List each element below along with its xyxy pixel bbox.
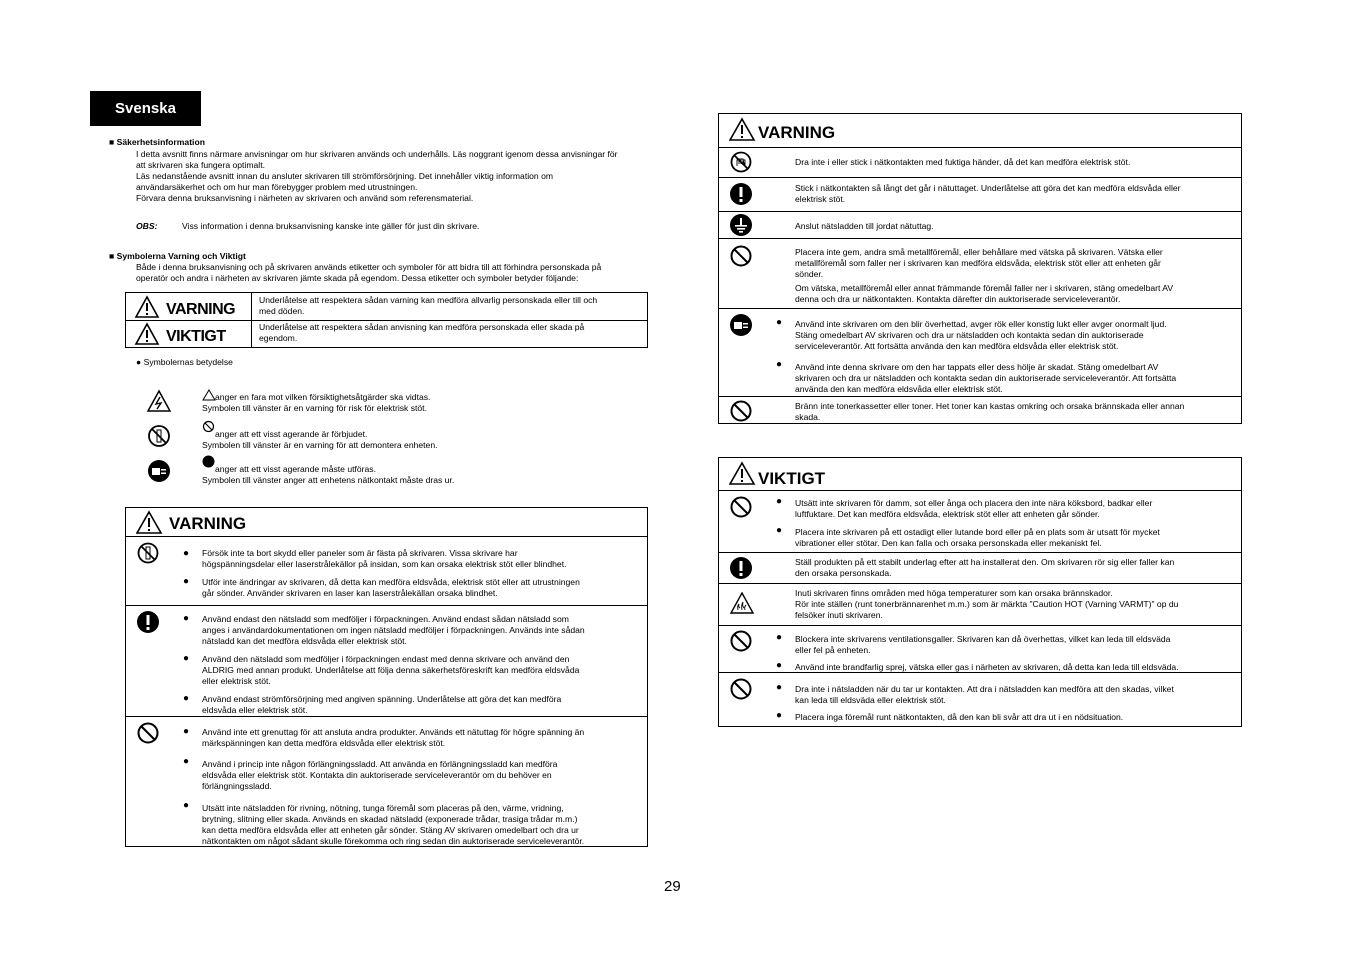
safety-line: Läs nedanstående avsnitt innan du ansluter skrivaren till strömförsörjning. Det innehåller viktig information om	[136, 171, 554, 181]
right-warning-box	[718, 113, 1242, 424]
warning-row: ● Använd endast den nätsladd som medföljer i förpackningen. Använd endast sådan nätsladd som anges i användardokumentationen om ingen nätsladd medföljer i förpackningen. Används inte sådan nätsladd kan det medföra eldsvåda eller elektrisk stöt. ● Använd den nätsladd som medföljer i förpackningen endast med denna skrivare och använd den ALDRIG med annan produkt. Underlåtelse att följa denna säkerhetsföreskrift kan medföra eldsvåda eller elektrisk stöt. ● Använd endast strömförsörjning med angiven spänning. Underlåtelse att göra det kan medföra eldsvåda eller elektrisk stöt.	[126, 605, 647, 717]
desc-line: Underlåtelse att respektera sådan anvisning kan medföra personskada eller skada på	[259, 322, 585, 332]
desc-line: egendom.	[259, 333, 298, 343]
prohibited-icon	[730, 630, 752, 652]
important-item: Blockera inte skrivarens ventilationsgaller. Skrivaren kan då överhettas, vilket kan leda till eldsväda eller fel på enheten.	[795, 634, 1171, 655]
meaning-line2: Symbolen till vänster är en varning för att demontera enheten.	[202, 440, 438, 450]
mandatory-icon	[730, 557, 752, 579]
symbols-line: Både i denna bruksanvisning och på skrivaren används etiketter och symboler för att bidra till att förhindra personskada på	[136, 262, 602, 272]
warning-item: Utsätt inte nätsladden för rivning, nötning, tunga föremål som placeras på den, värme, vridning, brytning, slitning eller skada. Används en skadad nätsladd (exponerade trådar, trasiga trådar m.m.) kan detta medföra eldsvåda eller att enheten går sönder. Stäng AV skrivaren omedelbart och dra ur nätkontakten om något sådant skulle förekomma och ring sedan din auktoriserade serviceleverantör.	[202, 803, 585, 846]
mandatory-icon	[137, 611, 159, 633]
important-row	[719, 583, 1241, 626]
warning-item: Använd inte skrivaren om den blir överhettad, avger rök eller konstig lukt eller avger onormalt ljud. Stäng omedelbart AV skrivaren och dra ur nätsladden och kontakta sedan din auktoriserade serviceleverantör. Att fortsätta använda den kan medföra eldsvåda eller elektrisk stöt.	[795, 319, 1167, 351]
obs-text: Viss information i denna bruksanvisning kanske inte gäller för just din skrivare.	[182, 221, 480, 231]
prohibited-icon	[137, 722, 159, 744]
important-item: Använd inte brandfarlig sprej, vätska eller gas i närheten av skrivaren, då detta kan leda till eldsväda.	[795, 662, 1179, 672]
warning-item: Bränn inte tonerkassetter eller toner. Het toner kan kastas omkring och orsaka brännskada eller annan skada.	[795, 401, 1185, 422]
warning-row	[719, 211, 1241, 239]
important-item: Placera inte skrivaren på ett ostadigt eller lutande bord eller på en plats som är utsatt för mycket vibrationer eller stötar. Den kan falla och orsaka personskada eller mekaniskt fel.	[795, 527, 1160, 548]
warning-item: Använd endast strömförsörjning med angiven spänning. Underlåtelse att göra det kan medföra eldsvåda eller elektrisk stöt.	[202, 694, 562, 715]
symbols-table	[125, 292, 648, 348]
no-disassembly-icon	[147, 424, 171, 453]
right-important-title-text: VIKTIGT	[758, 469, 826, 488]
warning-item: Använd endast den nätsladd som medföljer i förpackningen. Använd endast sådan nätsladd som anges i användardokumentationen om ingen nätsladd medföljer i förpackningen. Används inte sådan nätsladd kan det medföra eldsvåda eller elektrisk stöt.	[202, 614, 585, 646]
important-item: Utsätt inte skrivaren för damm, sot eller ånga och placera den inte nära köksbord, badkar eller luftfuktare. Det kan medföra eldsvåda, elektrisk stöt eller att enheten går sönder.	[795, 498, 1153, 519]
right-important-title	[729, 461, 759, 492]
symbols-line: operatör och andra i närheten av skrivaren jämte skada på egendom. Dessa etiketter och symboler betyder följande:	[136, 273, 579, 283]
unplug-icon	[147, 459, 171, 488]
meaning-line1: anger att ett visst agerande är förbjudet.	[215, 429, 368, 439]
symbols-viktigt-label	[134, 322, 244, 351]
warning-row: ● Använd inte ett grenuttag för att ansluta andra produkter. Används ett nätuttag för högre spänning än märkspänningen kan detta medföra eldsvåda eller elektrisk stöt. ● Använd i princip inte någon förlängningssladd. Att använda en förlängningssladd kan medföra eldsvåda eller elektrisk stöt. Kontakta din auktoriserade serviceleverantör om du behöver en förlängningssladd. ● Utsätt inte nätsladden för rivning, nötning, tunga föremål som placeras på den, värme, vridning, brytning, slitning eller skada. Används en skadad nätsladd (exponerade trådar, trasiga trådar m.m.) kan detta medföra eldsvåda eller att enheten går sönder. Stäng AV skrivaren omedelbart och dra ur nätkontakten om något sådant skulle förekomma och ring sedan din auktoriserade serviceleverantör.	[126, 716, 647, 848]
warning-item: Använd den nätsladd som medföljer i förpackningen endast med denna skrivare och använd den ALDRIG med annan produkt. Underlåtelse att följa denna säkerhetsföreskrift kan medföra eldsvåda eller elektrisk stöt.	[202, 654, 580, 686]
warning-item: Anslut nätsladden till jordat nätuttag.	[795, 221, 934, 231]
left-warning-box	[125, 507, 648, 847]
obs-label: OBS:	[136, 221, 158, 231]
prohibited-mini-icon	[202, 420, 215, 438]
important-row: ● Utsätt inte skrivaren för damm, sot eller ånga och placera den inte nära köksbord, badkar eller luftfuktare. Det kan medföra eldsvåda, elektrisk stöt eller att enheten går sönder. ● Placera inte skrivaren på ett ostadigt eller lutande bord eller på en plats som är utsatt för mycket vibrationer eller stötar. Den kan falla och orsaka personskada eller mekaniskt fel.	[719, 490, 1241, 553]
warning-triangle-icon	[729, 117, 759, 143]
warning-row	[719, 396, 1241, 424]
symbols-heading-text: Symbolerna Varning och Viktigt	[116, 251, 246, 261]
unplug-icon	[730, 314, 752, 336]
important-item: Dra inte i nätsladden när du tar ur kontakten. Att dra i nätsladden kan medföra att den skadas, vilket kan leda till eldsväda eller elektrisk stöt.	[795, 684, 1174, 705]
meaning-heading: ● Symbolernas betydelse	[136, 357, 233, 367]
safety-line: Förvara denna bruksanvisning i närheten av skrivaren och använd som referensmaterial.	[136, 193, 474, 203]
prohibited-icon	[730, 496, 752, 518]
warning-row	[719, 177, 1241, 212]
warning-triangle-icon	[729, 461, 759, 487]
prohibited-icon	[730, 400, 752, 422]
no-wet-hands-icon	[730, 151, 752, 173]
symbols-heading: ■ Symbolerna Varning och Viktigt	[109, 251, 246, 261]
meaning-line2: Symbolen till vänster anger att enhetens nätkontakt måste dras ur.	[202, 475, 455, 485]
hot-surface-icon	[730, 592, 752, 614]
language-tab: Svenska	[90, 91, 201, 126]
warning-item: Stick i nätkontakten så långt det går i nätuttaget. Underlåtelse att göra det kan medföra eldsvåda eller elektrisk stöt.	[795, 183, 1181, 204]
electric-shock-icon	[146, 389, 172, 418]
important-item: Inuti skrivaren finns områden med höga temperaturer som kan orsaka brännskador. Rör inte ställen (runt tonerbrännarenhet m.m.) som är märkta "Caution HOT (Varning VARMT)" op du felsöker inuti skrivaren.	[795, 588, 1179, 620]
no-disassembly-icon	[137, 542, 159, 564]
important-row: ● Dra inte i nätsladden när du tar ur kontakten. Att dra i nätsladden kan medföra att den skadas, vilket kan leda till eldsväda eller elektrisk stöt. ● Placera inga föremål runt nätkontakten, då den kan bli svår att dra ut i en nödsituation.	[719, 672, 1241, 728]
symbols-viktigt-text: VIKTIGT	[166, 328, 226, 345]
ground-icon	[730, 214, 752, 236]
warning-row: ● Använd inte skrivaren om den blir överhettad, avger rök eller konstig lukt eller avger onormalt ljud. Stäng omedelbart AV skrivaren och dra ur nätsladden och kontakta sedan din auktoriserade serviceleverantör. Att fortsätta använda den kan medföra eldsvåda eller elektrisk stöt. ● Använd inte denna skrivare om den har tappats eller dess hölje är skadat. Stäng omedelbart AV skrivaren och dra ur nätsladden och kontakta sedan din auktoriserade serviceleverantör. Att fortsätta använda den kan medföra eldsvåda eller elektrisk stöt.	[719, 308, 1241, 397]
warning-item: Använd inte ett grenuttag för att ansluta andra produkter. Används ett nätuttag för högre spänning än märkspänningen kan detta medföra eldsvåda eller elektrisk stöt.	[202, 727, 585, 748]
meaning-line1: anger att ett visst agerande måste utföras.	[215, 464, 376, 474]
safety-line: användarsäkerhet och om hur man förebygger problem med utrustningen.	[136, 182, 418, 192]
safety-paragraph	[136, 149, 618, 204]
prohibited-icon	[730, 245, 752, 267]
warning-triangle-icon	[134, 322, 244, 346]
desc-line: med döden.	[259, 306, 305, 316]
right-warning-title-text: VARNING	[758, 123, 836, 142]
right-warning-title	[729, 117, 759, 148]
page-number: 29	[664, 878, 681, 895]
symbols-varning-text: VARNING	[166, 301, 236, 318]
symbols-viktigt-desc	[259, 322, 584, 344]
warning-item: Utför inte ändringar av skrivaren, då detta kan medföra eldsvåda, elektrisk stöt eller att utrustningen går sönder. Använder skrivaren en laser kan laserstrålekällan orsaka blindhet.	[202, 577, 580, 598]
symbols-paragraph	[136, 262, 601, 284]
desc-line: Underlåtelse att respektera sådan varning kan medföra allvarlig personskada eller till och	[259, 295, 598, 305]
warning-item: Placera inte gem, andra små metallföremål, eller behållare med vätska på skrivaren. Vätska eller metallföremål som faller ner i skrivaren kan medföra eldsvåda, elektrisk stöt eller att enheten går sönder.	[795, 247, 1163, 279]
safety-line: att skrivaren ska fungera optimalt.	[136, 160, 265, 170]
warning-item: Dra inte i eller stick i nätkontakten med fuktiga händer, då det kan medföra elektrisk stöt.	[795, 157, 1131, 167]
symbols-varning-desc	[259, 295, 597, 317]
warning-triangle-icon	[134, 295, 244, 319]
meaning-line1: anger en fara mot vilken försiktighetsåtgärder ska vidtas.	[215, 392, 431, 402]
safety-heading-text: Säkerhetsinformation	[116, 137, 205, 147]
left-warning-title-text: VARNING	[169, 514, 247, 533]
meaning-heading-text: Symbolernas betydelse	[143, 357, 233, 367]
right-important-box	[718, 457, 1242, 727]
important-row	[719, 552, 1241, 584]
prohibited-icon	[730, 678, 752, 700]
meaning-line2: Symbolen till vänster är en varning för risk för elektrisk stöt.	[202, 403, 427, 413]
warning-item: Använd inte denna skrivare om den har tappats eller dess hölje är skadat. Stäng omedelbart AV skrivaren och dra ur nätsladden och kontakta sedan din auktoriserade serviceleverantör. Att fortsätta använda den kan medföra eldsvåda eller elektrisk stöt.	[795, 362, 1177, 394]
safety-heading: ■ Säkerhetsinformation	[109, 137, 205, 147]
warning-item: Använd i princip inte någon förlängningssladd. Att använda en förlängningssladd kan medföra eldsvåda eller elektrisk stöt. Kontakta din auktoriserade serviceleverantör om du behöver en förlängningssladd.	[202, 759, 558, 791]
important-row: ● Blockera inte skrivarens ventilationsgaller. Skrivaren kan då överhettas, vilket kan leda till eldsväda eller fel på enheten. ● Använd inte brandfarlig sprej, vätska eller gas i närheten av skrivaren, då detta kan leda till eldsväda.	[719, 625, 1241, 673]
mandatory-mini-icon	[202, 455, 215, 473]
symbols-varning-label	[134, 295, 244, 324]
safety-line: I detta avsnitt finns närmare anvisningar om hur skrivaren används och underhålls. Läs noggrant igenom dessa anvisningar för	[136, 149, 618, 159]
warning-row	[719, 147, 1241, 178]
warning-item: Försök inte ta bort skydd eller paneler som är fästa på skrivaren. Vissa skrivare har högspänningsdelar eller laserstrålekällor på insidan, som kan orsaka elektrisk stöt eller blindhet.	[202, 548, 567, 569]
warning-row: ● Försök inte ta bort skydd eller paneler som är fästa på skrivaren. Vissa skrivare har högspänningsdelar eller laserstrålekällor på insidan, som kan orsaka elektrisk stöt eller blindhet. ● Utför inte ändringar av skrivaren, då detta kan medföra eldsvåda, elektrisk stöt eller att utrustningen går sönder. Använder skrivaren en laser kan laserstrålekällan orsaka blindhet.	[126, 536, 647, 605]
warning-item: Om vätska, metallföremål eller annat främmande föremål faller ner i skrivaren, stäng omedelbart AV denna och dra ur nätkontakten. Kontakta därefter din auktoriserade serviceleverantör.	[795, 283, 1174, 304]
important-item: Ställ produkten på ett stabilt underlag efter att ha installerat den. Om skrivaren rör sig eller faller kan den orsaka personskada.	[795, 557, 1175, 578]
important-item: Placera inga föremål runt nätkontakten, då den kan bli svår att dra ut i en nödsituation.	[795, 712, 1124, 722]
warning-row	[719, 238, 1241, 309]
mandatory-icon	[730, 183, 752, 205]
